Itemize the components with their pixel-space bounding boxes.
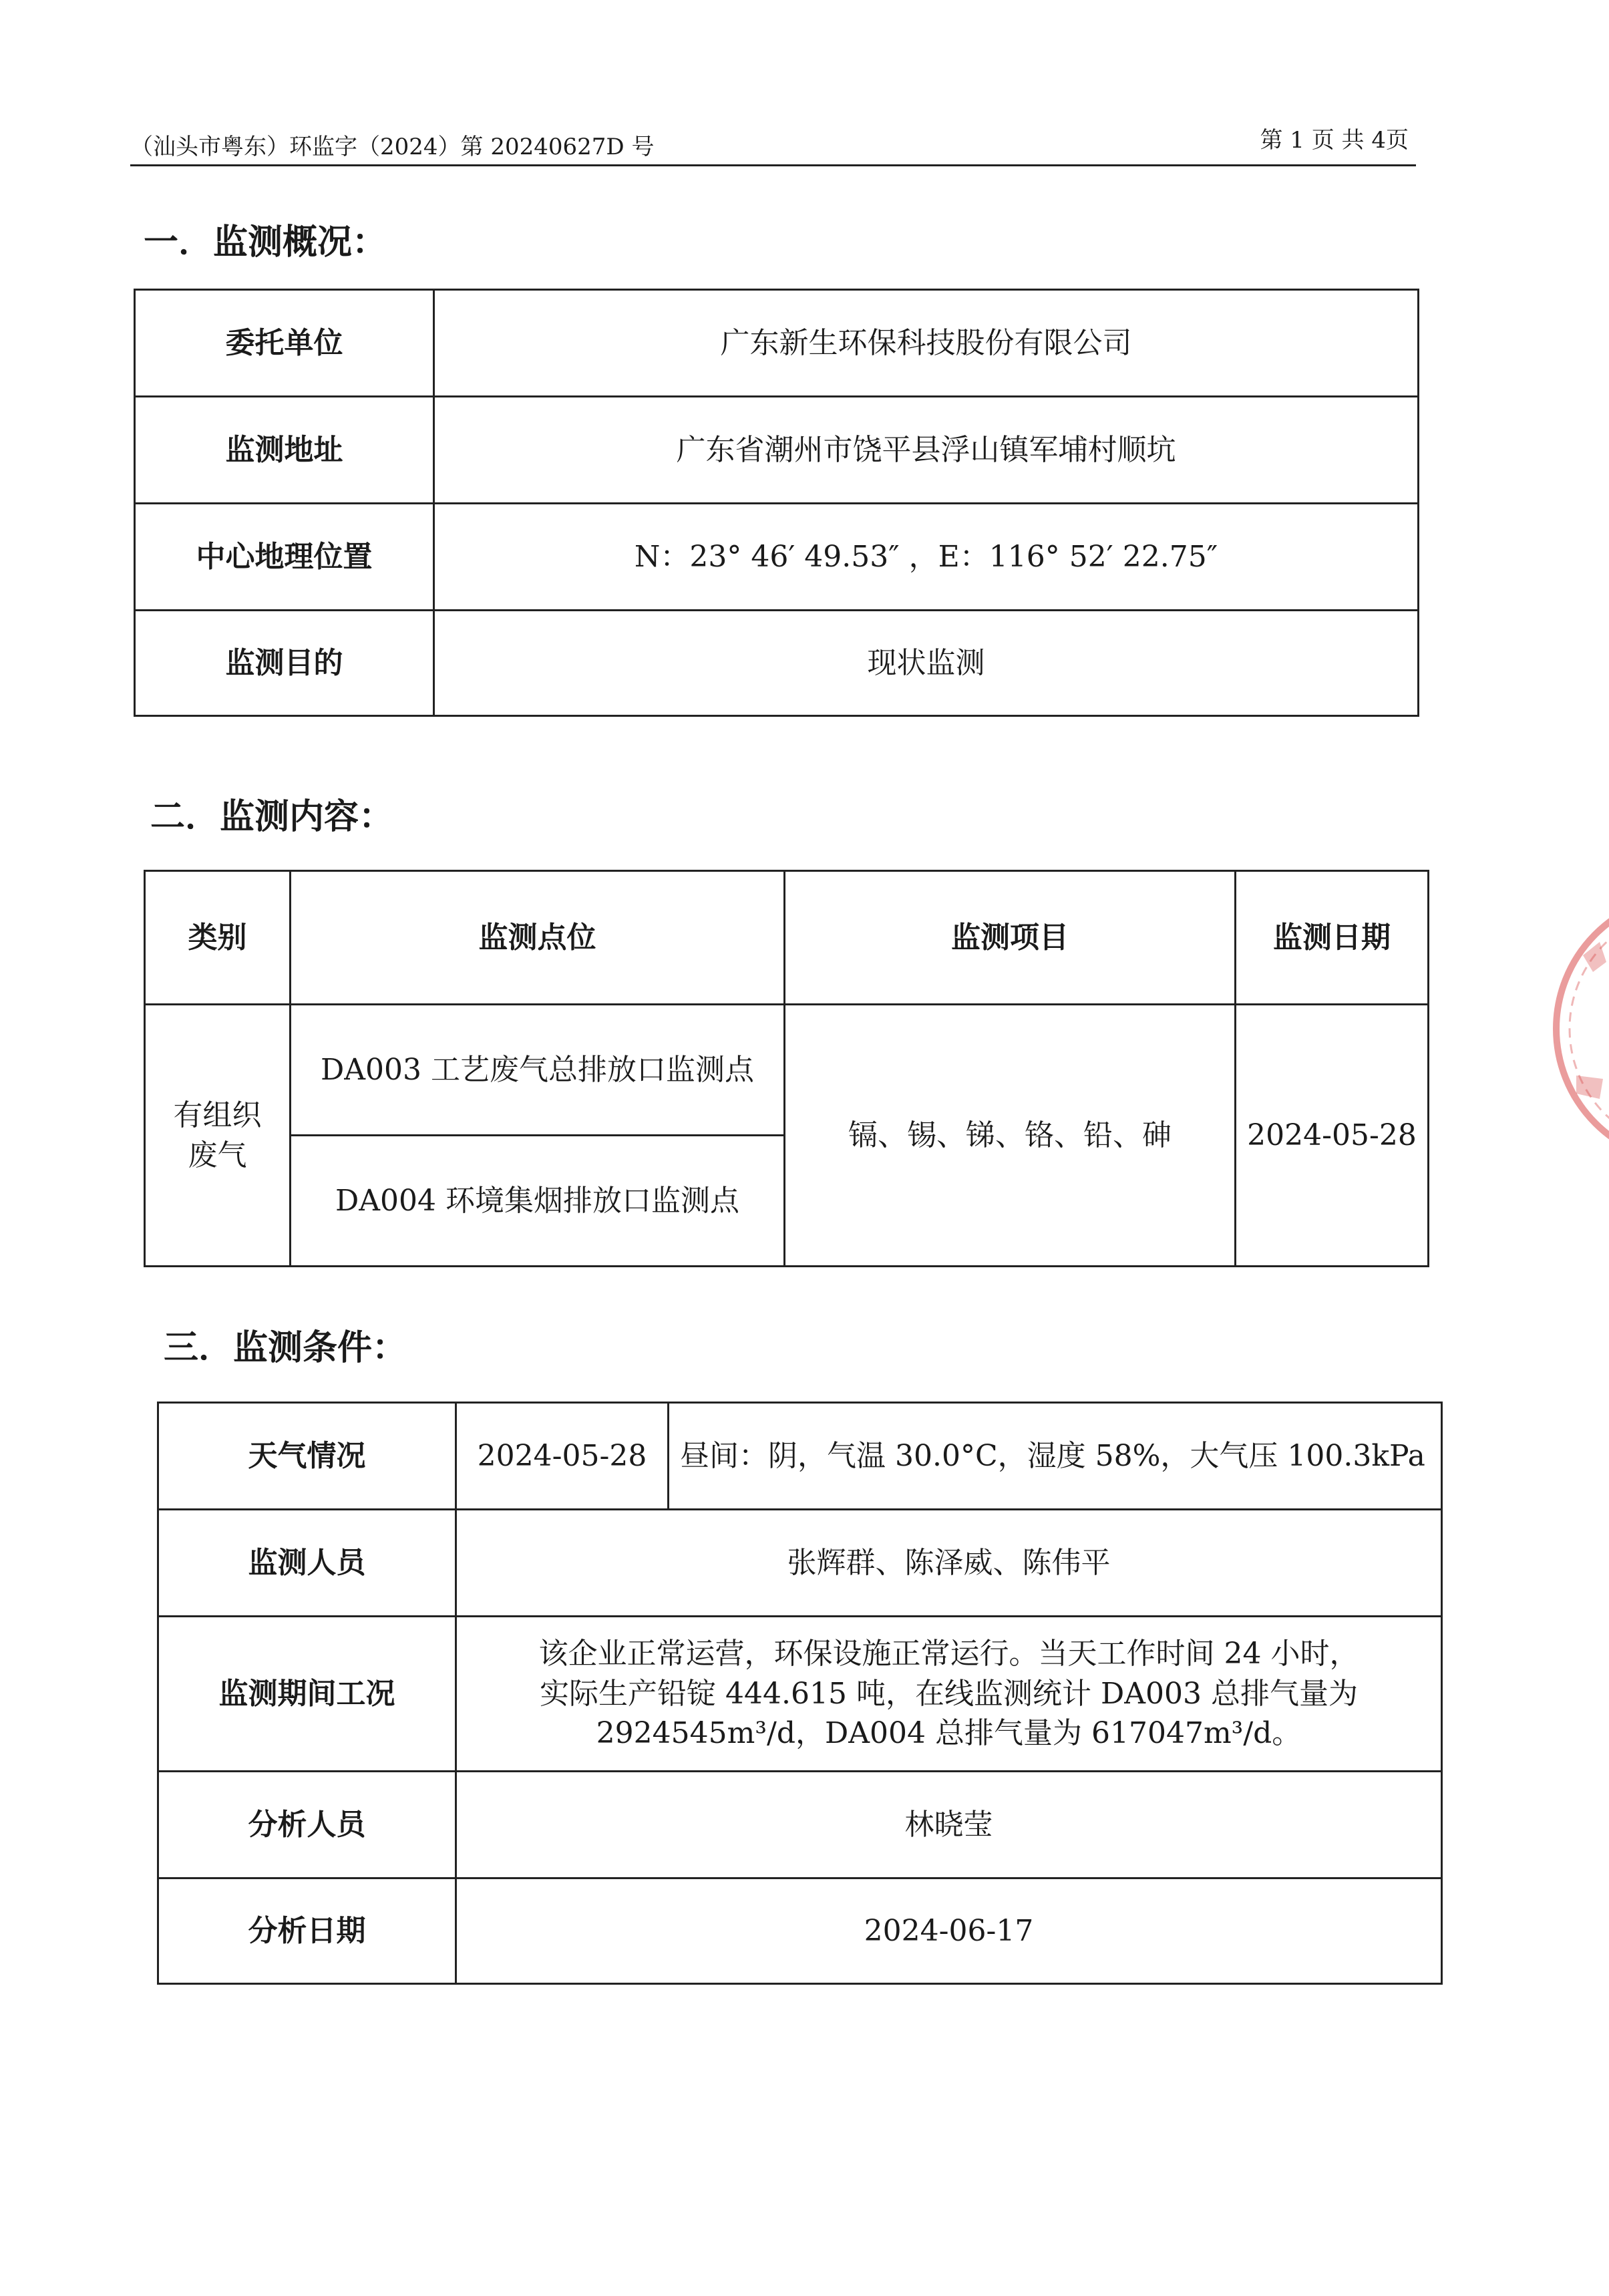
condition-row — [158, 1617, 1442, 1772]
condition-line-3: 2924545m³/d，DA004 总排气量为 617047m³/d。 — [596, 1716, 1302, 1751]
point-da004: DA004 环境集烟排放口监测点 — [291, 1136, 785, 1267]
header-point: 监测点位 — [291, 871, 785, 1005]
address-value: 广东省潮州市饶平县浮山镇军埔村顺坑 — [434, 397, 1419, 504]
staff-row — [158, 1510, 1442, 1617]
header-category: 类别 — [145, 871, 291, 1005]
analyst-row — [158, 1772, 1442, 1878]
overview-row-client — [135, 290, 1419, 397]
category-cell: 有组织废气 — [145, 1005, 291, 1267]
header-divider — [130, 164, 1416, 166]
analyst-value: 林晓莹 — [456, 1772, 1442, 1878]
purpose-value: 现状监测 — [434, 611, 1419, 716]
weather-row — [158, 1403, 1442, 1510]
section2-title: 二．监测内容： — [150, 797, 394, 837]
header-items: 监测项目 — [785, 871, 1236, 1005]
content-table — [144, 870, 1429, 1267]
document-number: （汕头市粤东）环监字（2024）第 20240627D 号 — [130, 134, 655, 160]
staff-value: 张辉群、陈泽威、陈伟平 — [456, 1510, 1442, 1617]
condition-line-1: 该企业正常运营，环保设施正常运行。当天工作时间 24 小时， — [538, 1637, 1359, 1671]
items-cell: 镉、锡、锑、铬、铅、砷 — [785, 1005, 1236, 1267]
content-row — [145, 1005, 1429, 1136]
weather-desc: 昼间：阴，气温 30.0°C，湿度 58%，大气压 100.3kPa — [669, 1403, 1442, 1510]
purpose-label: 监测目的 — [135, 611, 434, 716]
overview-row-location — [135, 504, 1419, 611]
location-label: 中心地理位置 — [135, 504, 434, 611]
staff-label: 监测人员 — [158, 1510, 456, 1617]
analysis-date-row — [158, 1878, 1442, 1984]
analysis-date-value: 2024-06-17 — [456, 1878, 1442, 1984]
overview-table — [134, 289, 1419, 717]
analysis-date-label: 分析日期 — [158, 1878, 456, 1984]
location-value: N：23° 46′ 49.53″ ，E：116° 52′ 22.75″ — [434, 504, 1419, 611]
overview-row-address — [135, 397, 1419, 504]
address-label: 监测地址 — [135, 397, 434, 504]
section3-title: 三．监测条件： — [164, 1328, 407, 1368]
page-indicator: 第 1 页 共 4页 — [1260, 127, 1409, 154]
weather-label: 天气情况 — [158, 1403, 456, 1510]
client-value: 广东新生环保科技股份有限公司 — [434, 290, 1419, 397]
section1-title: 一．监测概况： — [144, 222, 387, 263]
seal-stamp-partial — [1543, 862, 1609, 1182]
overview-row-purpose — [135, 611, 1419, 716]
client-label: 委托单位 — [135, 290, 434, 397]
header-date: 监测日期 — [1236, 871, 1429, 1005]
condition-value — [456, 1617, 1442, 1772]
date-cell: 2024-05-28 — [1236, 1005, 1429, 1267]
weather-date: 2024-05-28 — [456, 1403, 669, 1510]
point-da003: DA003 工艺废气总排放口监测点 — [291, 1005, 785, 1136]
condition-line-2: 实际生产铅锭 444.615 吨，在线监测统计 DA003 总排气量为 — [540, 1676, 1358, 1711]
condition-label: 监测期间工况 — [158, 1617, 456, 1772]
content-header-row — [145, 871, 1429, 1005]
conditions-table — [157, 1402, 1443, 1985]
analyst-label: 分析人员 — [158, 1772, 456, 1878]
